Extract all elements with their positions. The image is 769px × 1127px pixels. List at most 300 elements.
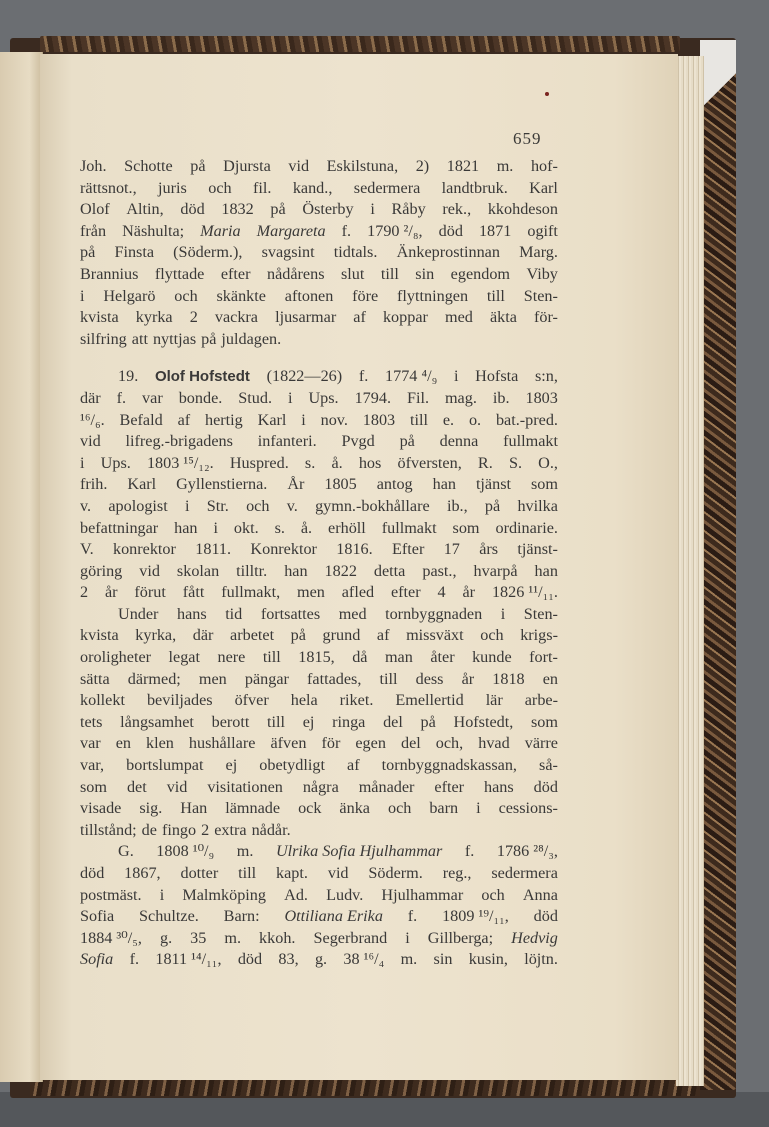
text-line (80, 625, 558, 647)
word: 17 (443, 540, 460, 559)
word: reg., (442, 864, 472, 882)
word: på (484, 496, 501, 515)
word: riket. (339, 691, 374, 710)
text-line (80, 949, 558, 971)
text-line (80, 928, 558, 950)
word: tornbyggnaden (385, 604, 483, 623)
text-line (80, 755, 558, 777)
word: visade (80, 799, 122, 818)
word: fingo (161, 820, 197, 839)
word: göring (80, 561, 123, 580)
word: 1815, (298, 648, 335, 667)
word: af (353, 308, 366, 327)
word: på (399, 432, 415, 451)
word: extra (214, 820, 247, 839)
word: bonde. (178, 388, 223, 407)
word: till (380, 264, 399, 283)
text-line (80, 582, 558, 604)
word: Befald (119, 410, 163, 429)
word: juris (158, 178, 187, 197)
word: mag. (444, 388, 477, 407)
word: 1794. (354, 388, 391, 407)
word: i (80, 286, 85, 305)
word: till (486, 286, 505, 305)
word: då (352, 648, 368, 667)
text-line (80, 366, 558, 388)
word: v. (286, 496, 298, 515)
word: Sten- (523, 286, 558, 305)
word: (1822—26) (266, 367, 343, 386)
word: koppar (382, 308, 428, 327)
text-line (80, 798, 558, 820)
word: ej (302, 712, 315, 731)
word: tillstånd; (80, 820, 137, 839)
word: Sofia (80, 950, 114, 969)
word: berott (211, 712, 250, 731)
word: i (500, 604, 506, 623)
word: Han (180, 799, 208, 818)
text-line (80, 264, 558, 286)
word: Råby (391, 200, 426, 219)
word: nyttjas (152, 329, 197, 348)
word: fortsattes (260, 604, 321, 623)
word: tjänst- (517, 540, 558, 559)
word: g. (314, 950, 328, 969)
word: arbetet (230, 626, 275, 645)
word: i (159, 885, 165, 904)
word: Under (118, 604, 159, 623)
word: nov. (320, 410, 348, 429)
word: 1803 (362, 410, 396, 429)
word: hvilka (517, 496, 558, 515)
word: på (290, 626, 306, 645)
word: öfver (234, 691, 269, 710)
word: Karl (529, 178, 558, 197)
word: Schotte (124, 157, 173, 175)
word: men (297, 583, 325, 602)
word: sin (415, 264, 435, 283)
word: död (80, 864, 105, 882)
word: som (530, 712, 558, 731)
word: Ups. (308, 388, 339, 407)
text-line (80, 199, 558, 221)
text-line (80, 712, 558, 734)
word: 1811. (195, 540, 232, 559)
paragraph-gap (80, 350, 558, 366)
word: vid (288, 157, 310, 175)
text-line (80, 431, 558, 453)
word: en (115, 734, 131, 753)
text-line (80, 518, 558, 540)
word: det (126, 777, 147, 796)
word: m. (400, 950, 418, 969)
word: fattades, (307, 669, 362, 688)
word: ljusarmar (275, 308, 337, 327)
word: flyttningen (397, 286, 469, 305)
word: bortslumpat (126, 756, 204, 775)
word: m. (224, 928, 242, 947)
word: f. (464, 842, 475, 861)
word: frih. (80, 475, 108, 494)
word: lifreg.-brigadens (125, 432, 233, 451)
word: 35 (190, 928, 207, 947)
word: 1774 ⁴/₉ (385, 367, 438, 386)
word: vid (327, 864, 349, 882)
word: detta (373, 561, 406, 580)
word: År (287, 475, 305, 494)
cover-corner (700, 40, 736, 130)
word: löjtn. (524, 950, 558, 969)
word: i (405, 928, 410, 947)
word: hertig (205, 410, 243, 429)
text-line (80, 221, 558, 243)
word: postmäst. (80, 885, 142, 904)
word: kunde (472, 648, 512, 667)
word: 83, (278, 950, 299, 969)
text-line (80, 539, 558, 561)
word: till (267, 712, 286, 731)
text-line (80, 329, 558, 351)
word: sedermera (353, 178, 421, 197)
word: tets (80, 712, 103, 731)
word: ogift (527, 221, 558, 240)
word: några (302, 777, 339, 796)
word: dotter (180, 864, 219, 882)
text-line (80, 496, 558, 518)
word: Gillberga; (427, 928, 494, 947)
word: 1816. (336, 540, 373, 559)
word: egendom (450, 264, 511, 283)
word: sin (433, 950, 453, 969)
word: G. (118, 842, 134, 861)
word: på (80, 243, 96, 262)
word: e. (442, 410, 455, 429)
word: R. (477, 453, 493, 472)
word: för (321, 734, 341, 753)
word: men (198, 669, 227, 688)
word: tilltr. (236, 561, 268, 580)
word: f. (116, 388, 127, 407)
word: och (208, 178, 232, 197)
word: öfversten, (397, 453, 462, 472)
word: i (287, 388, 293, 407)
word: s:n, (535, 367, 558, 386)
word: där (192, 626, 214, 645)
word: Eskilstuna, (326, 157, 399, 175)
page-text (80, 156, 558, 971)
word: skänkte (216, 286, 266, 305)
word: Ulrika Sofia Hjulhammar (275, 842, 443, 861)
word: m. (236, 842, 254, 861)
word: Karl (257, 410, 287, 429)
word: med (444, 308, 473, 327)
word: Anna (522, 885, 558, 904)
word: g. (159, 928, 173, 947)
page-number: 659 (513, 129, 542, 148)
word: lär (485, 691, 503, 710)
word: 1805 (324, 475, 357, 494)
word: 1790 ²/₈, (367, 221, 423, 240)
word: i (213, 518, 218, 537)
word: och, (435, 734, 464, 753)
text-line (80, 733, 558, 755)
word: o. (468, 410, 482, 429)
word: vid (80, 432, 101, 451)
word: kyrka, (135, 626, 177, 645)
word: Karl (127, 475, 157, 494)
word: ock (298, 799, 322, 818)
word: skolan (176, 561, 220, 580)
word: var, (80, 756, 105, 775)
word: pängar (244, 669, 289, 688)
word: 2 (201, 820, 210, 839)
word: Helgarö (103, 286, 156, 305)
word: af (376, 626, 390, 645)
word: Hofstedt, (453, 712, 514, 731)
word: i (80, 453, 85, 472)
word: af (347, 756, 360, 775)
word: sedermera (491, 864, 558, 882)
text-line (80, 647, 558, 669)
word: hans (176, 604, 207, 623)
word: krigs- (520, 626, 558, 645)
word: Emellertid (395, 691, 464, 710)
word: infanteri. (257, 432, 317, 451)
word: hos (358, 453, 382, 472)
word: efter (434, 777, 465, 796)
text-line (80, 885, 558, 907)
word: kkoh. (259, 928, 296, 947)
word: kkohdeson (487, 200, 558, 219)
word: hans (484, 777, 514, 796)
word: där (80, 388, 101, 407)
word: kand., (292, 178, 333, 197)
word: Huspred. (229, 453, 289, 472)
word: från (80, 221, 107, 240)
word: åter (430, 648, 455, 667)
word: grund (322, 626, 361, 645)
word: år (104, 583, 118, 602)
word: 1832 (221, 200, 254, 219)
word: nådår. (251, 820, 291, 839)
word: 4 (437, 583, 446, 602)
word: Djursta (223, 157, 271, 175)
ink-speck (545, 92, 549, 96)
word: rek., (442, 200, 472, 219)
word: fort- (529, 648, 558, 667)
word: kusin, (468, 950, 508, 969)
word: s. (274, 518, 285, 537)
word: kapt. (276, 864, 308, 882)
word: lämnade (225, 799, 281, 818)
word: nere (217, 648, 246, 667)
word: med (338, 604, 367, 623)
word: och (174, 286, 198, 305)
word: oroligheter (80, 648, 152, 667)
word: silfring (80, 329, 127, 348)
word: på (270, 200, 286, 219)
word: han (534, 561, 558, 580)
word: Barn: (223, 907, 260, 926)
word: så- (539, 756, 558, 775)
word: äfven (270, 734, 307, 753)
word: månader (358, 777, 415, 796)
word: 1867, (124, 864, 161, 882)
word: värre (524, 734, 558, 753)
word: slut (340, 264, 365, 283)
word: arbe- (524, 691, 558, 710)
word: efter (220, 264, 251, 283)
word: ¹⁶/₆. (80, 410, 105, 429)
text-line (80, 820, 558, 842)
word: befattningar (80, 518, 159, 537)
word: kollekt (80, 691, 125, 710)
word: död (533, 777, 558, 796)
word: för- (533, 308, 558, 327)
word: antog (376, 475, 413, 494)
word: fullmakt (503, 432, 558, 451)
word: Marg. (519, 243, 558, 262)
word: legat (168, 648, 200, 667)
word: han (432, 475, 456, 494)
word: past., (422, 561, 457, 580)
word: Ad. (284, 885, 308, 904)
word: Segerbrand (313, 928, 388, 947)
word: och (481, 885, 505, 904)
text-line (80, 561, 558, 583)
word: Konrektor (250, 540, 317, 559)
word: 1818 (492, 669, 525, 688)
text-line (80, 242, 558, 264)
word: afled (341, 583, 375, 602)
word: 1822 (324, 561, 357, 580)
word: ib. (492, 388, 510, 407)
word: denna (439, 432, 479, 451)
word: klen (146, 734, 174, 753)
marbled-fore-edge (700, 60, 736, 1090)
word: Joh. (80, 157, 107, 175)
word: (Söderm.), (173, 243, 243, 262)
word: del (383, 712, 403, 731)
word: Viby (526, 264, 558, 283)
text-line (80, 841, 558, 863)
word: f. (358, 367, 369, 386)
word: del (400, 734, 421, 753)
word: tid (225, 604, 243, 623)
word: i (370, 200, 375, 219)
word: apologist (108, 496, 168, 515)
word: död (180, 200, 205, 219)
word: konrektor (112, 540, 176, 559)
word: död (237, 950, 263, 969)
word: fått (182, 583, 205, 602)
word: Ups. (100, 453, 131, 472)
word: Efter (392, 540, 425, 559)
word: Malmköping (182, 885, 266, 904)
word: de (141, 820, 157, 839)
word: man (384, 648, 413, 667)
word: vackra (214, 308, 258, 327)
word: Ludv. (326, 885, 364, 904)
word: 1786 ²⁸/₃, (496, 842, 558, 861)
word: egen (355, 734, 386, 753)
word: på (201, 329, 217, 348)
word: m. (496, 157, 514, 175)
word: Margareta (256, 221, 326, 240)
text-line (80, 906, 558, 928)
word: år (461, 669, 475, 688)
word: i (476, 799, 481, 818)
word: aftonen (284, 286, 334, 305)
word: Fil. (406, 388, 429, 407)
word: hof- (530, 157, 558, 175)
word: förut (134, 583, 166, 602)
text-line (80, 604, 558, 626)
word: fullmakt (381, 518, 437, 537)
word: att (131, 329, 148, 348)
text-line (80, 410, 558, 432)
word: Ottiliana Erika (284, 907, 383, 926)
word: till (409, 410, 428, 429)
word: 1871 (478, 221, 512, 240)
word: s. (304, 453, 316, 472)
word: Olof (80, 200, 110, 219)
word: barn (429, 799, 459, 818)
word: v. (80, 496, 92, 515)
text-line (80, 286, 558, 308)
word: 2) (415, 157, 430, 175)
word: års (479, 540, 499, 559)
word: ringa (332, 712, 366, 731)
bottom-marbled-edge (30, 1078, 700, 1096)
word: 1821 (446, 157, 480, 175)
word: på (190, 157, 206, 175)
word: före (352, 286, 379, 305)
word: som (530, 475, 558, 494)
word: tjänst (475, 475, 512, 494)
word: på (420, 712, 436, 731)
word: Hedvig (511, 928, 558, 947)
word: var (80, 734, 101, 753)
word: död (438, 221, 463, 240)
word: fullmakt, (221, 583, 281, 602)
text-line (80, 156, 558, 178)
word: cessions- (498, 799, 558, 818)
word: flyttade (154, 264, 205, 283)
word: ej (225, 756, 238, 775)
word: nådårens (266, 264, 325, 283)
word: långsamhet (120, 712, 194, 731)
word: som (80, 777, 107, 796)
word: äkta (489, 308, 517, 327)
word: å. (300, 518, 313, 537)
word: kvista (80, 308, 119, 327)
word: i (301, 410, 306, 429)
word: f. (407, 907, 418, 926)
word: död (533, 907, 558, 926)
text-line (80, 453, 558, 475)
word: kvista (80, 626, 119, 645)
word: i (453, 367, 459, 386)
word: Pvgd (341, 432, 375, 451)
word: Schultze. (139, 907, 199, 926)
word: svagsint (261, 243, 315, 262)
word: 1803 ¹⁵/₁₂. (146, 453, 214, 472)
word: och (246, 496, 270, 515)
word: tornbyggnadskassan, (381, 756, 517, 775)
word: änka (339, 799, 370, 818)
word: vid (166, 777, 188, 796)
